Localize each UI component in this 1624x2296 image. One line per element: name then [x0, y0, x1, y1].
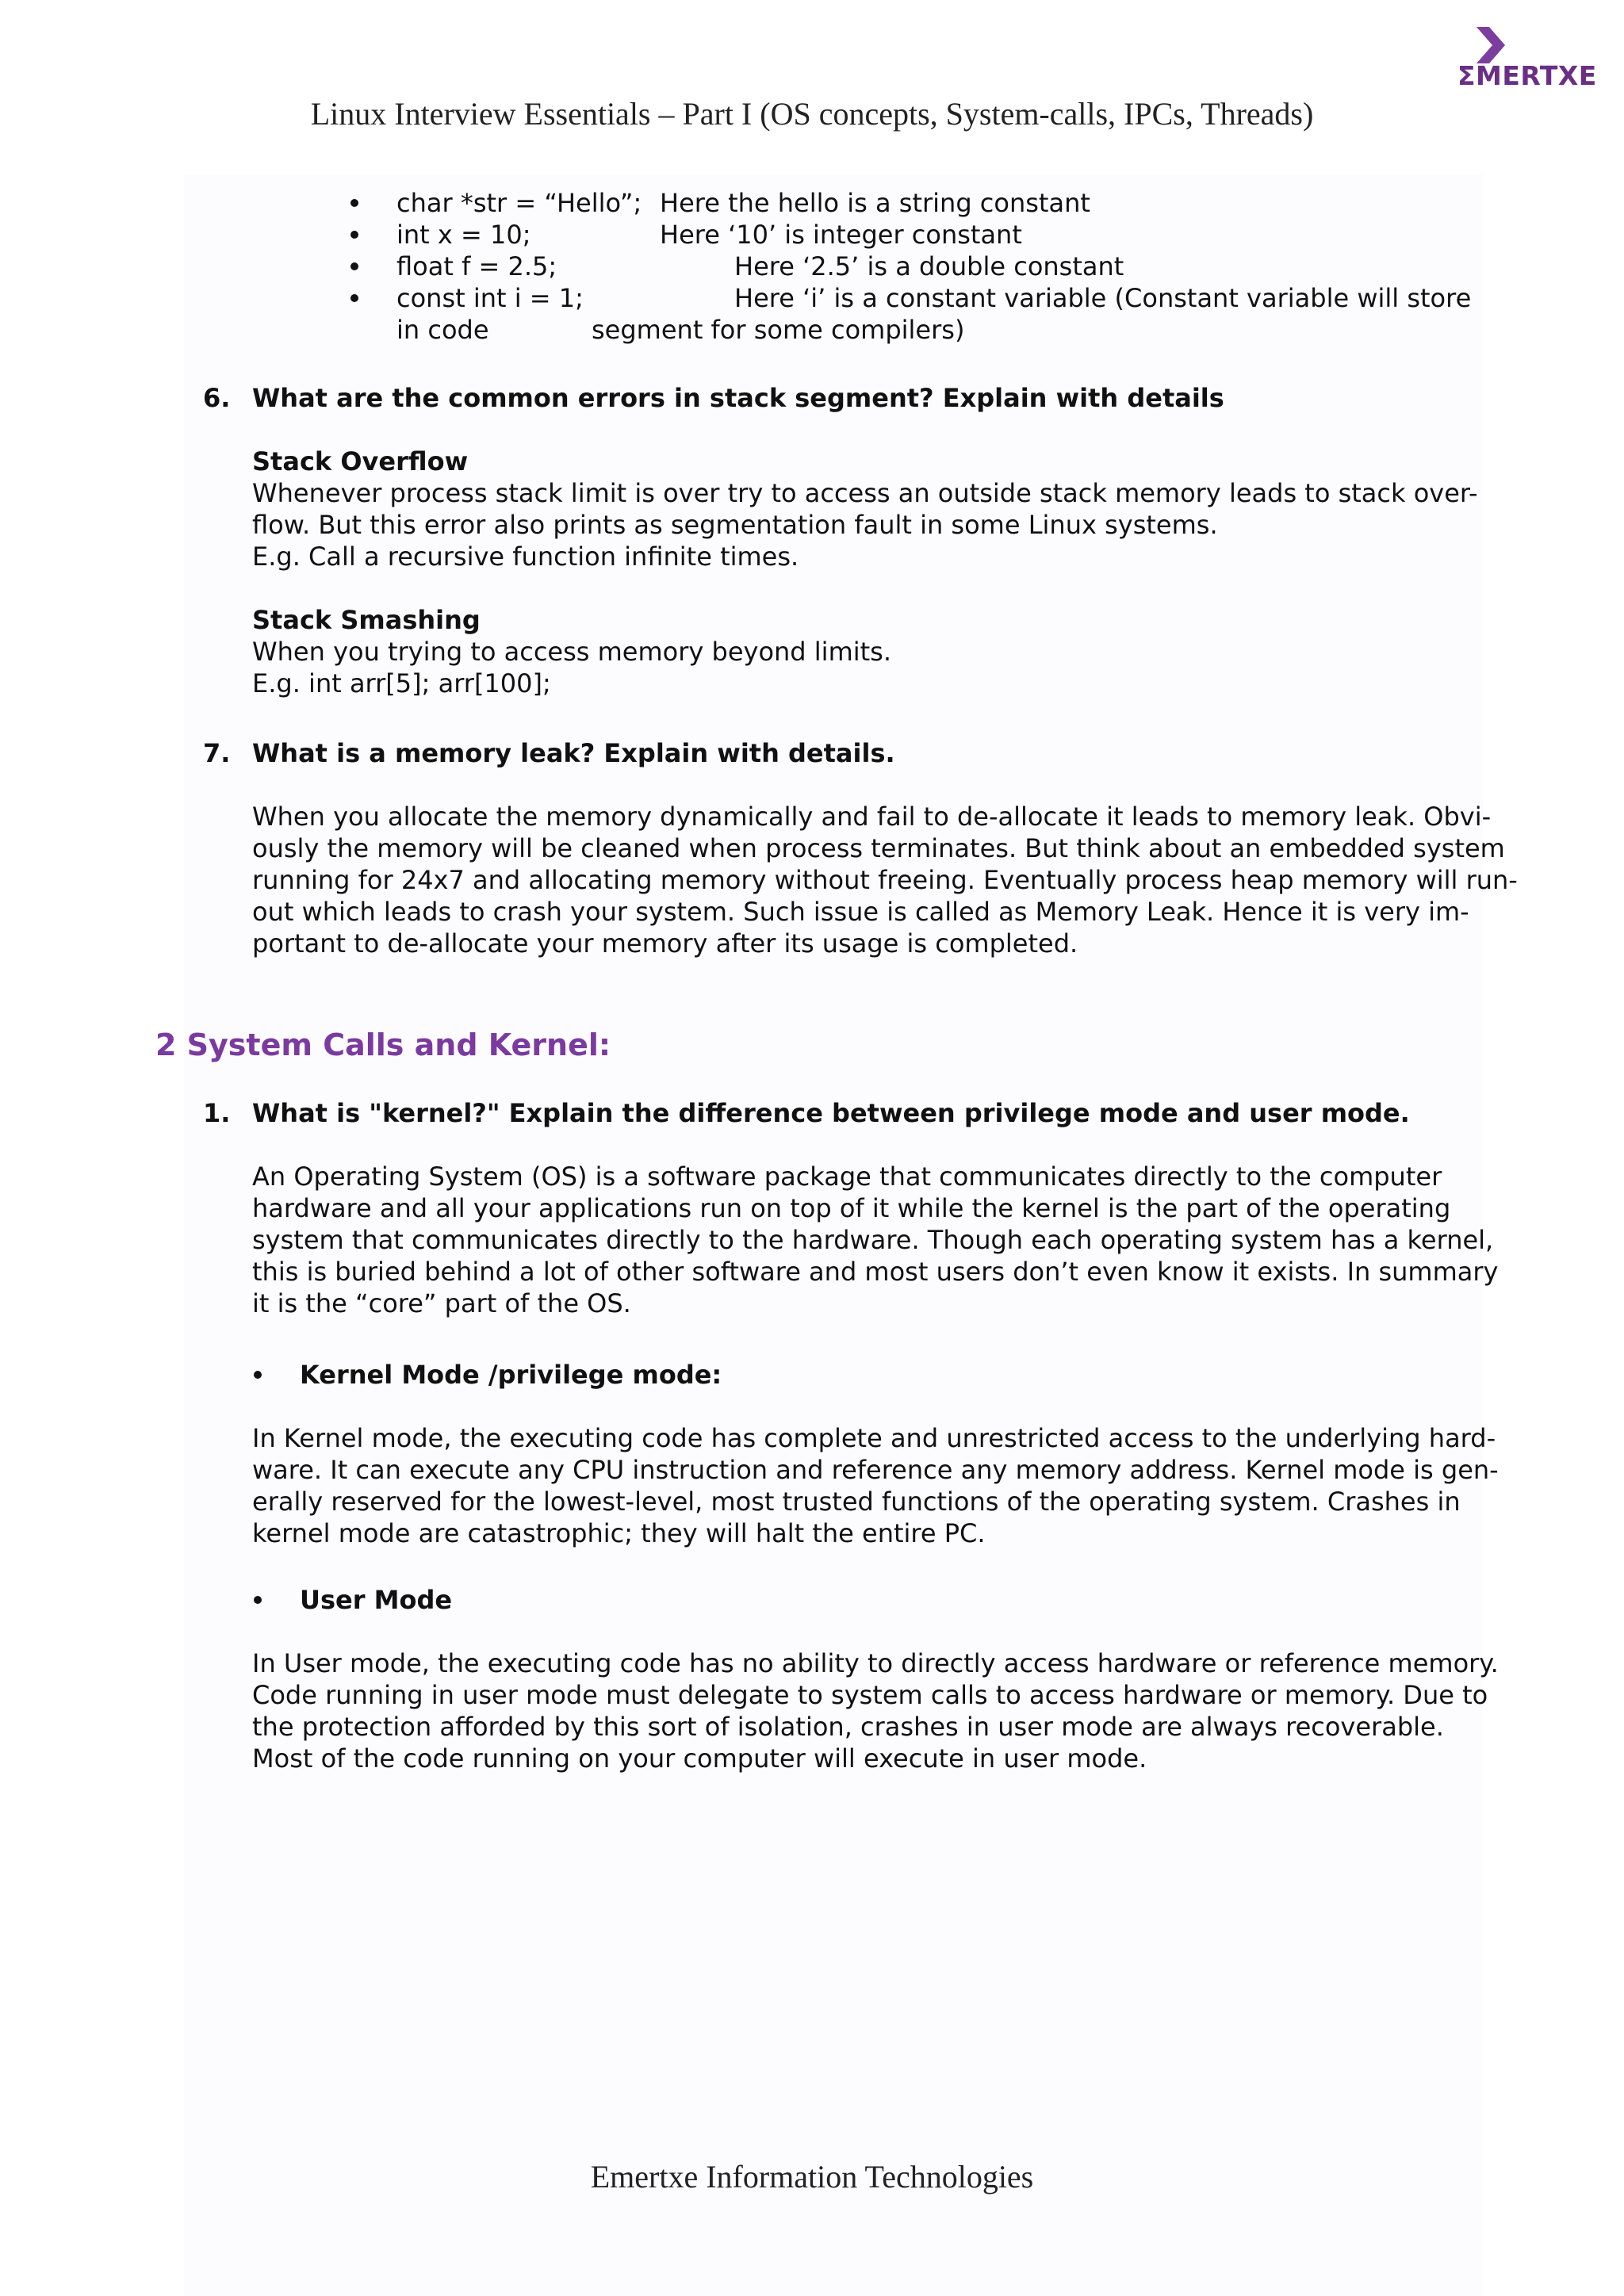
paragraph-line: portant to de-allocate your memory after its usage is completed. — [252, 928, 1078, 959]
paragraph-user-mode — [252, 1647, 1499, 1774]
paragraph-line: When you allocate the memory dynamically and fail to de-allocate it leads to memory leak. Obvi- — [252, 802, 1492, 832]
paragraph-line: running for 24x7 and allocating memory without freeing. Eventually process heap memory will run- — [252, 865, 1518, 895]
paragraph-line: Most of the code running on your computer will execute in user mode. — [252, 1743, 1147, 1774]
bullet-icon — [350, 231, 358, 239]
paragraph-line: In Kernel mode, the executing code has complete and unrestricted access to the underlying hard- — [252, 1423, 1496, 1453]
bullet-note: Here the hello is a string constant — [660, 188, 1090, 218]
paragraph-line: An Operating System (OS) is a software package that communicates directly to the computer — [252, 1161, 1442, 1192]
bullet-continuation: in code — [396, 315, 489, 345]
paragraph-line: Code running in user mode must delegate to system calls to access hardware or memory. Due to — [252, 1680, 1488, 1710]
paragraph-line: In User mode, the executing code has no ability to directly access hardware or reference memory. — [252, 1648, 1499, 1678]
paragraph-line: E.g. Call a recursive function infinite times. — [252, 541, 799, 572]
paragraph-line: ously the memory will be cleaned when process terminates. But think about an embedded system — [252, 833, 1505, 863]
paragraph-line: hardware and all your applications run on top of it while the kernel is the part of the operating — [252, 1193, 1451, 1223]
paragraph-line: it is the “core” part of the OS. — [252, 1288, 631, 1318]
paragraph-line: Whenever process stack limit is over try to access an outside stack memory leads to stack over- — [252, 478, 1478, 508]
paragraph-line: flow. But this error also prints as segmentation fault in some Linux systems. — [252, 510, 1218, 540]
bullet-code: char *str = “Hello”; — [396, 188, 642, 218]
question-number: 6. — [203, 383, 231, 413]
bullet-code: const int i = 1; — [396, 283, 584, 313]
question-number: 1. — [203, 1098, 231, 1128]
bullet-icon — [254, 1371, 262, 1379]
paragraph-kernel-intro — [252, 1161, 1499, 1319]
page-footer: Emertxe Information Technologies — [590, 2159, 1034, 2195]
subheading-user-mode: User Mode — [300, 1585, 453, 1615]
logo-text: ΣMERTXE — [1457, 60, 1597, 91]
bullet-icon — [350, 294, 358, 302]
bullet-icon — [350, 262, 358, 270]
paragraph-stack-smashing — [252, 636, 1489, 699]
paragraph-line: the protection afforded by this sort of isolation, crashes in user mode are always recoverable. — [252, 1712, 1444, 1742]
paragraph-line: erally reserved for the lowest-level, most trusted functions of the operating system. Crashes in — [252, 1487, 1461, 1517]
section-heading: 2 System Calls and Kernel: — [155, 1027, 611, 1062]
chevron-logo-icon — [1475, 27, 1507, 63]
paragraph-line: system that communicates directly to the hardware. Though each operating system has a kernel, — [252, 1225, 1494, 1255]
paragraph-line: E.g. int arr[5]; arr[100]; — [252, 668, 551, 698]
bullet-continuation: segment for some compilers) — [592, 315, 965, 345]
paragraph-stack-overflow — [252, 477, 1489, 572]
page-header-title: Linux Interview Essentials – Part I (OS concepts, System-calls, IPCs, Threads) — [310, 96, 1314, 132]
paragraph-line: When you trying to access memory beyond limits. — [252, 637, 892, 667]
bullet-icon — [254, 1596, 262, 1604]
paragraph-memory-leak — [252, 801, 1518, 959]
emertxe-logo — [1457, 25, 1600, 89]
question-heading: What is "kernel?" Explain the difference between privilege mode and user mode. — [252, 1098, 1410, 1128]
paragraph-line: this is buried behind a lot of other software and most users don’t even know it exists. In summary — [252, 1257, 1499, 1287]
subheading-stack-smashing: Stack Smashing — [252, 605, 481, 635]
bullet-note: Here ‘i’ is a constant variable (Constant variable will store — [734, 283, 1472, 313]
question-heading: What are the common errors in stack segment? Explain with details — [252, 383, 1224, 413]
bullet-note: Here ‘10’ is integer constant — [660, 220, 1022, 250]
bullet-icon — [350, 199, 358, 207]
paragraph-line: ware. It can execute any CPU instruction and reference any memory address. Kernel mode is gen- — [252, 1455, 1499, 1485]
bullet-note: Here ‘2.5’ is a double constant — [734, 251, 1124, 281]
paragraph-line: out which leads to crash your system. Such issue is called as Memory Leak. Hence it is very im- — [252, 897, 1469, 927]
question-heading: What is a memory leak? Explain with details. — [252, 738, 895, 768]
paragraph-line: kernel mode are catastrophic; they will halt the entire PC. — [252, 1518, 986, 1548]
bullet-code: int x = 10; — [396, 220, 531, 250]
subheading-kernel-mode: Kernel Mode /privilege mode: — [300, 1360, 722, 1390]
question-number: 7. — [203, 738, 231, 768]
subheading-stack-overflow: Stack Overflow — [252, 446, 469, 476]
bullet-code: float f = 2.5; — [396, 251, 557, 281]
paragraph-kernel-mode — [252, 1422, 1499, 1549]
